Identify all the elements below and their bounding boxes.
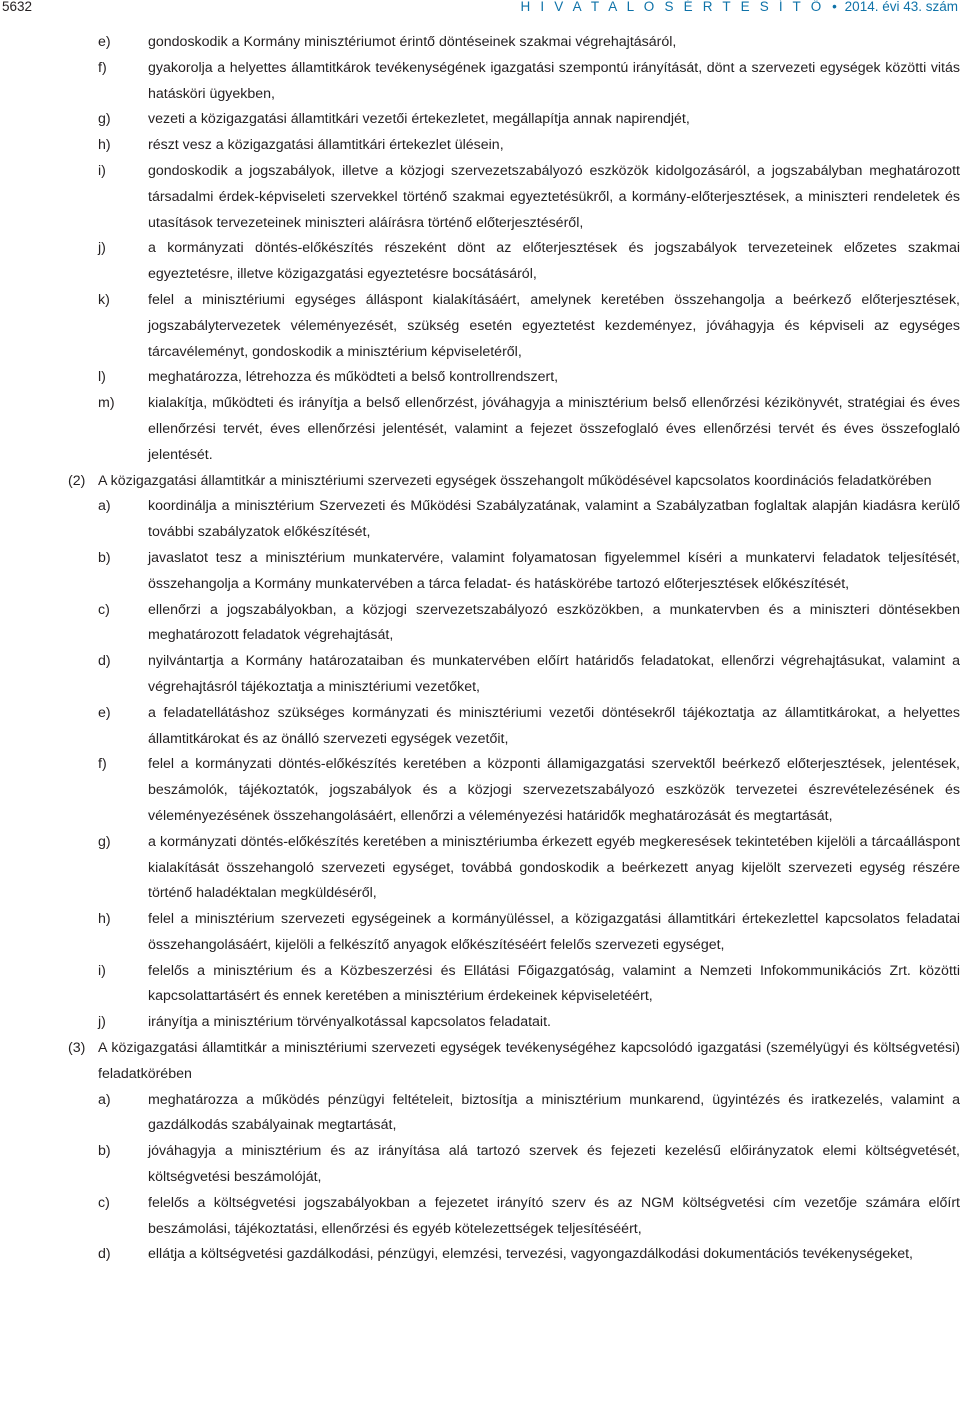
running-head <box>520 0 958 13</box>
item-text: gondoskodik a Kormány minisztériumot érintő döntéseinek szakmai végrehajtásáról, <box>148 34 677 50</box>
item-text: részt vesz a közigazgatási államtitkári értekezlet ülésein, <box>148 137 504 154</box>
list-item <box>0 159 960 236</box>
list-item <box>0 1088 960 1140</box>
section-number: (2) <box>68 472 86 489</box>
item-label: l) <box>98 369 106 386</box>
section-number: (3) <box>68 1040 86 1057</box>
list-item <box>0 959 960 1011</box>
list-item <box>0 56 960 108</box>
item-label: g) <box>98 111 111 128</box>
item-label: b) <box>98 1143 111 1160</box>
list-item <box>0 830 960 907</box>
page-number: 5632 <box>2 0 33 14</box>
list-item <box>0 288 960 365</box>
list-item <box>0 1191 960 1243</box>
document-body <box>0 30 960 1268</box>
item-text: irányítja a minisztérium törvényalkotással kapcsolatos feladatait. <box>148 1014 551 1031</box>
item-label: h) <box>98 911 111 928</box>
section-intro: A közigazgatási államtitkár a minisztériumi szervezeti egységek összehangolt működésével kapcsolatos koordinációs feladatkörében <box>98 472 932 489</box>
item-text: meghatározza a működés pénzügyi feltételeit, biztosítja a minisztérium munkarend, ügyintézés és iratkezelés, valamint a gazdálkodás szabályainak megtartását, <box>148 1091 960 1134</box>
item-label: a) <box>98 498 111 515</box>
list-item <box>0 752 960 829</box>
section-intro: A közigazgatási államtitkár a minisztériumi szervezeti egységek tevékenységéhez kapcsolódó igazgatási (személyügyi és költségvetési) feladatkörében <box>98 1040 960 1082</box>
item-text: a feladatellátáshoz szükséges kormányzati és minisztériumi vezetői döntésekről tájékoztatja az államtitkárokat, a helyettes államtitkárokat és az önálló szervezeti egységek vezetőit, <box>148 704 960 747</box>
list-item <box>0 236 960 288</box>
item-label: d) <box>98 1246 111 1263</box>
item-text: felel a kormányzati döntés-előkészítés keretében a központi államigazgatási szervektől beérkező előterjesztések, jelentések, beszámolók, tájékoztatók, jogszabályok és a közjogi szervezetszabályozó eszközök tervezetei észrevételezésének és véleményezésének összehangolásáért, ellenőrzi a véleményezési határidők meghatározását és megtartását, <box>148 756 960 824</box>
list-item <box>0 1139 960 1191</box>
issue-number: 2014. évi 43. szám <box>844 0 958 14</box>
item-label: j) <box>98 240 106 257</box>
page-header <box>0 0 960 22</box>
list-item <box>0 1010 960 1036</box>
item-label: i) <box>98 962 106 979</box>
item-label: c) <box>98 601 110 618</box>
item-text: kialakítja, működteti és irányítja a belső ellenőrzést, jóváhagyja a minisztérium belső ellenőrzési kézikönyvét, stratégiai és éves ellenőrzési tervét, éves ellenőrzési jelentését, valamint a fejezet összefoglaló éves ellenőrzési tervét és éves összefoglaló jelentését. <box>148 395 960 463</box>
item-label: e) <box>98 704 111 721</box>
item-text: felelős a költségvetési jogszabályokban a fejezetet irányító szerv és az NGM költségvetési cím vezetője számára előírt beszámolási, tájékoztatási, ellenőrzési és egyéb kötelezettségek teljesítéséért, <box>148 1194 960 1237</box>
list-item <box>0 107 960 133</box>
section-heading <box>0 1036 960 1088</box>
item-label: f) <box>98 59 107 76</box>
item-label: c) <box>98 1194 110 1211</box>
item-text: meghatározza, létrehozza és működteti a belső kontrollrendszert, <box>148 369 559 386</box>
item-text: a kormányzati döntés-előkészítés keretében a minisztériumba érkezett egyéb megkeresések tekintetében kijelöli a tárcaálláspont kialakítását összehangoló szervezeti egységet, továbbá gondoskodik a beérkezett anyag kijelölt szervezeti egység részére történő haladéktalan megküldéséről, <box>148 833 960 902</box>
list-item <box>0 1242 960 1268</box>
item-text: a kormányzati döntés-előkészítés részeként dönt az előterjesztések és jogszabályok tervezeteinek előzetes szakmai egyeztetésre, illetve közigazgatási egyeztetésre bocsátásáról, <box>148 240 960 283</box>
item-label: a) <box>98 1091 111 1108</box>
item-label: i) <box>98 162 106 179</box>
list-item <box>0 133 960 159</box>
item-text: felel a minisztérium szervezeti egységeinek a kormányüléssel, a közigazgatási államtitkári értekezlettel kapcsolatos feladatai összehangolásáért, kijelöli a felkészítő anyagok előkészítéséért felelős szervezeti egységet, <box>148 911 960 953</box>
item-text: felelős a minisztérium és a Közbeszerzési és Ellátási Főigazgatóság, valamint a Nemzeti Infokommunikációs Zrt. közötti kapcsolattartásért és ennek keretében a minisztérium érdekeinek képviseletéért, <box>148 962 960 1005</box>
item-text: felel a minisztériumi egységes álláspont kialakításáért, amelynek keretében összehangolja a beérkező előterjesztések, jogszabálytervezetek véleményezését, szükség esetén egyeztetést kezdeményez, jóváhagyja és képviseli az egységes tárcavéleményt, gondoskodik a minisztérium képviseletéről, <box>148 291 960 360</box>
list-item <box>0 546 960 598</box>
item-label: f) <box>98 756 107 773</box>
item-label: j) <box>98 1014 106 1031</box>
list-item <box>0 494 960 546</box>
list-item <box>0 649 960 701</box>
list-item <box>0 701 960 753</box>
item-label: h) <box>98 137 111 154</box>
item-label: g) <box>98 833 111 850</box>
item-label: b) <box>98 549 111 566</box>
list-item <box>0 30 960 56</box>
item-text: ellenőrzi a jogszabályokban, a közjogi szervezetszabályozó eszközökben, a munkatervben és a miniszteri döntésekben meghatározott feladatok végrehajtását, <box>148 601 960 644</box>
list-item <box>0 391 960 468</box>
item-text: gondoskodik a jogszabályok, illetve a közjogi szervezetszabályozó eszközök kidolgozásáról, a jogszabályban meghatározott társadalmi érdek-képviseleti szervekkel történő szakmai egyeztetésükről, a kormány-előterjesztések, a miniszteri rendeletek és utasítások tervezeteinek miniszteri aláírásra történő előterjesztéséről, <box>148 162 960 231</box>
item-label: e) <box>98 34 111 50</box>
item-text: koordinálja a minisztérium Szervezeti és Működési Szabályzatának, valamint a Szabályzatban foglaltak alapján kiadásra kerülő további szabályzatok előkészítését, <box>148 498 960 541</box>
item-text: nyilvántartja a Kormány határozataiban és munkatervében előírt határidős feladatokat, ellenőrzi végrehajtásukat, valamint a végrehajtásról tájékoztatja a minisztériumi vezetőket, <box>148 653 960 695</box>
item-text: vezeti a közigazgatási államtitkári vezetői értekezletet, megállapítja annak napirendjét, <box>148 111 690 128</box>
item-label: m) <box>98 395 115 412</box>
item-text: jóváhagyja a minisztérium és az irányítása alá tartozó szervek és fejezeti kezelésű előirányzatok elemi költségvetését, költségvetési beszámolóját, <box>148 1143 960 1186</box>
section-heading <box>0 469 960 495</box>
list-item <box>0 598 960 650</box>
item-text: ellátja a költségvetési gazdálkodási, pénzügyi, elemzési, tervezési, vagyongazdálkodási dokumentációs tevékenységeket, <box>148 1246 913 1263</box>
item-text: javaslatot tesz a minisztérium munkatervére, valamint folyamatosan figyelemmel kíséri a munkatervi feladatok teljesítését, összehangolja a Kormány munkatervében a tárca feladat- és hatáskörébe tartozó előterjesztések előkészítését, <box>148 549 960 592</box>
list-item <box>0 907 960 959</box>
item-label: k) <box>98 291 110 308</box>
list-item <box>0 365 960 391</box>
publication-title: H I V A T A L O S É R T E S Í T Ő <box>520 0 825 14</box>
item-label: d) <box>98 653 111 670</box>
separator-bullet: • <box>832 0 837 14</box>
item-text: gyakorolja a helyettes államtitkárok tevékenységének igazgatási szempontú irányítását, dönt a szervezeti egységek közötti vitás hatásköri ügyekben, <box>148 59 960 102</box>
